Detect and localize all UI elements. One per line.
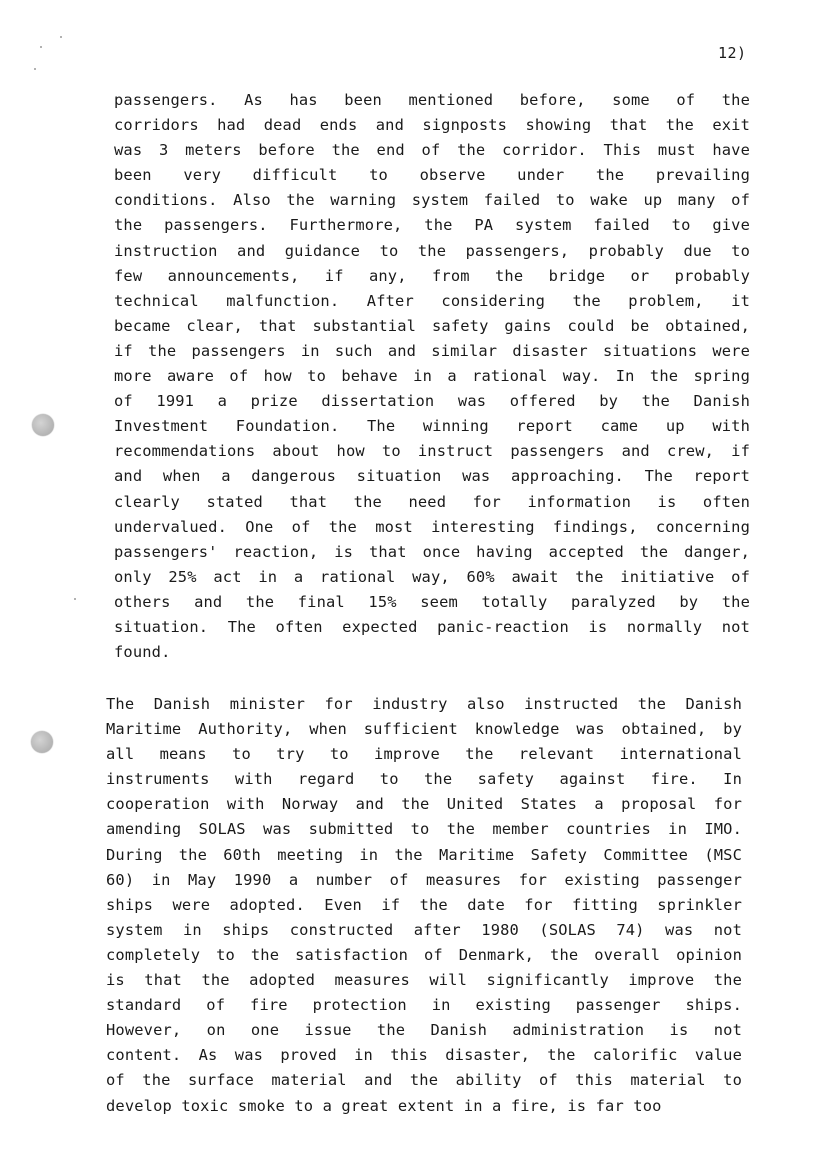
text-line: The Danish minister for industry also instructed the Danish [106,695,742,713]
paragraph-1 [114,88,750,665]
text-line: situation. The often expected panic-reaction is normally not [114,617,750,636]
text-line: instruction and guidance to the passengers, probably due to [114,241,750,260]
text-line: undervalued. One of the most interesting findings, concerning [114,517,750,536]
text-line: more aware of how to behave in a rational way. In the spring [114,367,750,386]
paragraph-2 [106,692,742,1119]
text-line: content. As was proved in this disaster, the calorific value [106,1046,742,1065]
text-line: the passengers. Furthermore, the PA system failed to give [114,216,750,235]
text-line: system in ships constructed after 1980 (SOLAS 74) was not [106,920,742,939]
text-line: was 3 meters before the end of the corridor. This must have [114,141,750,160]
text-line: clearly stated that the need for information is often [114,492,750,511]
text-line: Investment Foundation. The winning report came up with [114,417,750,436]
text-line: if the passengers in such and similar disaster situations were [114,341,750,360]
text-line: only 25% act in a rational way, 60% await the initiative of [114,567,750,586]
text-line: completely to the satisfaction of Denmark, the overall opinion [106,945,742,964]
page-number: 12) [718,44,747,62]
scan-speck [60,36,62,38]
punch-hole-upper [32,414,54,436]
text-line: corridors had dead ends and signposts showing that the exit [114,116,750,135]
text-line: is that the adopted measures will significantly improve the [106,971,742,990]
text-line: However, on one issue the Danish administration is not [106,1021,742,1040]
text-line: passengers' reaction, is that once having accepted the danger, [114,542,750,561]
text-line: found. [114,643,171,662]
text-line: amending SOLAS was submitted to the member countries in IMO. [106,820,742,839]
text-line: 60) in May 1990 a number of measures for existing passenger [106,870,742,889]
text-line: develop toxic smoke to a great extent in a fire, is far too [106,1096,662,1115]
text-line: technical malfunction. After considering the problem, it [114,291,750,310]
text-line: conditions. Also the warning system failed to wake up many of [114,191,750,210]
text-line: of the surface material and the ability of this material to [106,1071,742,1090]
text-line: Maritime Authority, when sufficient knowledge was obtained, by [106,720,742,739]
text-line: became clear, that substantial safety gains could be obtained, [114,316,750,335]
text-line: standard of fire protection in existing passenger ships. [106,996,742,1015]
text-line: been very difficult to observe under the prevailing [114,166,750,185]
scan-speck [40,46,42,48]
text-line: of 1991 a prize dissertation was offered by the Danish [114,392,750,411]
text-line: recommendations about how to instruct passengers and crew, if [114,442,750,461]
text-line: instruments with regard to the safety against fire. In [106,770,742,789]
punch-hole-lower [31,731,53,753]
text-line: During the 60th meeting in the Maritime Safety Committee (MSC [106,845,742,864]
text-line: and when a dangerous situation was approaching. The report [114,467,750,486]
text-line: ships were adopted. Even if the date for fitting sprinkler [106,895,742,914]
text-line: all means to try to improve the relevant international [106,745,742,764]
text-line: few announcements, if any, from the bridge or probably [114,266,750,285]
scan-speck [34,68,36,70]
text-line: others and the final 15% seem totally paralyzed by the [114,592,750,611]
text-line: cooperation with Norway and the United States a proposal for [106,795,742,814]
scan-speck [74,598,76,600]
text-line: passengers. As has been mentioned before, some of the [114,91,750,109]
